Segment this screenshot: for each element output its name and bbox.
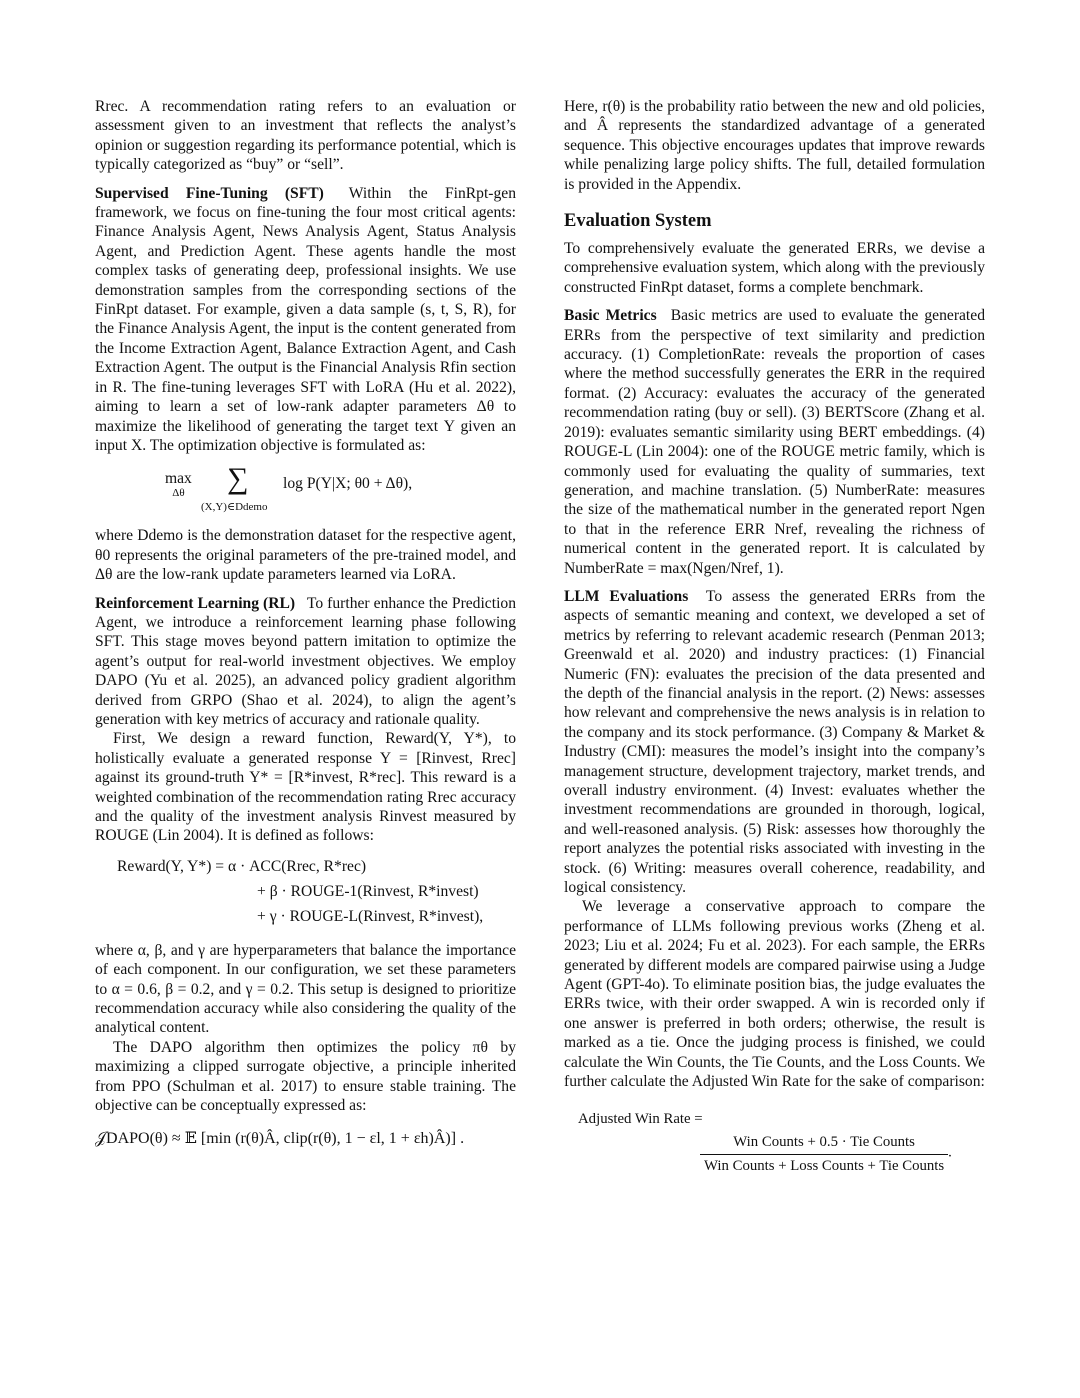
sft-eq-body: log P(Y|X; θ0 + Δθ),: [283, 475, 413, 493]
sft-eq-max-sub: Δθ: [172, 487, 185, 500]
rl-heading: Reinforcement Learning (RL): [95, 594, 296, 612]
basic-metrics-paragraph: [564, 306, 985, 578]
llm-evaluations-paragraph: [564, 587, 985, 898]
sft-body: Within the FinRpt-gen framework, we focus on fine-tuning the four most critical agents: Finance Analysis Agent, News Analysis Agent, Status Analysis Agent, and Prediction Agent. These agents handle the most complex tasks of generating deep, professional insights. We use demonstration samples from the corresponding sections of the FinRpt dataset. For example, given a data sample (s, t, S, R), for the Finance Analysis Agent, the input is the content generated from the Income Extraction Agent, Balance Extraction Agent, and Cash Extraction Agent. The output is the Financial Analysis Rfin section in R. The fine-tuning leverages SFT with LoRA (Hu et al. 2022), aiming to learn a set of low-rank adapter parameters Δθ to maximize the likelihood of generating the target text Y given an input X. The optimization objective is formulated as:: [95, 184, 516, 454]
sft-after-paragraph: where Ddemo is the demonstration dataset for the respective agent, θ0 represents the original parameters of the pre-trained model, and Δθ are the low-rank update parameters learned via LoRA.: [95, 527, 516, 584]
awr-denominator: Win Counts + Loss Counts + Tie Counts: [704, 1158, 945, 1175]
sft-eq-sum-sub: (X,Y)∈Ddemo: [201, 501, 268, 514]
rl-paragraph: [95, 594, 516, 730]
evaluation-system-heading: Evaluation System: [564, 211, 712, 232]
awr-numerator: Win Counts + 0.5 · Tie Counts: [700, 1133, 948, 1155]
llm-comparison-paragraph: We leverage a conservative approach to compare the performance of LLMs following previous works (Zheng et al. 2023; Liu et al. 2024; Fu et al. 2023). For each sample, the ERRs generated by different models are compared pairwise using a Judge Agent (GPT-4o). To eliminate position bias, the judge evaluates the ERRs twice, with their order swapped. A win is recorded only if one answer is preferred in both orders; otherwise, the result is marked as a tie. Once the judging process is finished, we could calculate the Win Counts, the Tie Counts, and the Loss Counts. We further calculate the Adjusted Win Rate for the sake of comparison:: [564, 898, 985, 1091]
dapo-explanation-paragraph: Here, r(θ) is the probability ratio between the new and old policies, and Â represents the standardized advantage of a generated sequence. This objective encourages updates that improve rewards while penalizing large policy shifts. The full, detailed formulation is provided in the Appendix.: [564, 98, 985, 193]
intro-paragraph: Rrec. A recommendation rating refers to an evaluation or assessment given to an investment that reflects the analyst’s opinion or suggestion regarding its performance potential, which is typically categorized as “buy” or “sell”.: [95, 98, 516, 174]
reward-line-2: + β · ROUGE-1(Rinvest, R*invest): [257, 882, 479, 900]
reward-line-1: Reward(Y, Y*) = α · ACC(Rrec, R*rec): [117, 857, 367, 875]
rl-body: To further enhance the Prediction Agent, we introduce a reinforcement learning phase following SFT. This stage moves beyond pattern imitation to optimize the agent’s output for real-world investment objectives. We employ DAPO (Yu et al. 2025), an advanced policy gradient algorithm derived from GRPO (Shao et al. 2024), to align the agent’s generation with key metrics of accuracy and rationale quality.: [95, 594, 516, 728]
llm-evaluations-heading: LLM Evaluations: [564, 587, 689, 605]
sft-equation: [95, 464, 516, 516]
dapo-equation: 𝒥DAPO(θ) ≈ 𝔼 [min (r(θ)Â, clip(r(θ), 1 − εl, 1 + εh)Â)] .: [95, 1130, 465, 1148]
sft-paragraph: [95, 184, 516, 456]
basic-metrics-body: Basic metrics are used to evaluate the generated ERRs from the perspective of text similarity and prediction accuracy. (1) CompletionRate: reveals the proportion of cases where the method successfully generates the ERR in the required format. (2) Accuracy: evaluates the accuracy of the generated recommendation rating (buy or sell). (3) BERTScore (Zhang et al. 2019): evaluates semantic similarity using BERT embeddings. (4) ROUGE-L (Lin 2004): one of the ROUGE metric family, which is commonly used for evaluating the quality of summaries, text generation, and machine translation. (5) NumberRate: measures the size of the mathematical number in the generated report Ngen to that in the reference ERR Nref, revealing the richness of numerical content in the generated report. It is calculated by NumberRate = max(Ngen/Nref, 1).: [564, 307, 985, 577]
left-column: [95, 97, 516, 1149]
evaluation-intro-paragraph: To comprehensively evaluate the generated ERRs, we devise a comprehensive evaluation system, which along with the previously constructed FinRpt dataset, forms a complete benchmark.: [564, 240, 985, 296]
llm-evaluations-body: To assess the generated ERRs from the aspects of semantic meaning and context, we developed a set of metrics by referring to relevant academic research (Penman 2013; Greenwald et al. 2020) and industry practices: (1) Financial Numeric (FN): evaluates the precision of the data presented and the depth of the financial analysis in the report. (2) News: assesses how relevant and comprehensive the news analysis is in relation to the company and its stock performance. (3) Company & Market & Industry (CMI): measures the model’s insight into the company’s management structure, development trajectory, market trends, and overall industry environment. (4) Invest: evaluates whether the investment recommendations are grounded in thorough, logical, and well-reasoned analysis. (5) Risk: assesses how thoroughly the report analyzes the potential risks associated with investing in the stock. (6) Writing: measures overall coherence, readability, and logical consistency.: [564, 587, 985, 897]
rl-paragraph-4: The DAPO algorithm then optimizes the policy πθ by maximizing a clipped surrogate objective, a principle inherited from PPO (Schulman et al. 2017) to ensure stable training. The objective can be conceptually expressed as:: [95, 1038, 516, 1115]
basic-metrics-heading: Basic Metrics: [564, 307, 657, 325]
reward-line-3: + γ · ROUGE-L(Rinvest, R*invest),: [257, 907, 484, 925]
rl-paragraph-2: First, We design a reward function, Reward(Y, Y*), to holistically evaluate a generated response Y = [Rinvest, Rrec] against its ground-truth Y* = [R*invest, R*rec]. This reward is a weighted combination of the recommendation rating Rrec accuracy and the quality of the investment analysis Rinvest measured by ROUGE (Lin 2004). It is defined as follows:: [95, 730, 516, 845]
awr-fraction: [700, 1133, 948, 1177]
awr-lhs: Adjusted Win Rate =: [578, 1110, 703, 1127]
sft-heading: Supervised Fine-Tuning (SFT): [95, 184, 324, 202]
sum-symbol-icon: ∑: [227, 462, 249, 496]
rl-paragraph-3: where α, β, and γ are hyperparameters that balance the importance of each component. In our configuration, we set these parameters to α = 0.6, β = 0.2, and γ = 0.2. This setup is designed to prioritize recommendation accuracy while also considering the quality of the analytical content.: [95, 941, 516, 1037]
right-column: [564, 97, 985, 1177]
adjusted-win-rate-equation: Adjusted Win Rate = $\frac{\text{Win Counts + 0.5 · Tie Counts}}{\text{Win Counts + Loss Counts + Tie Counts}}$ .: [564, 1110, 985, 1177]
sft-eq-max: max Δθ: [165, 470, 192, 500]
reward-equation: [117, 854, 516, 929]
